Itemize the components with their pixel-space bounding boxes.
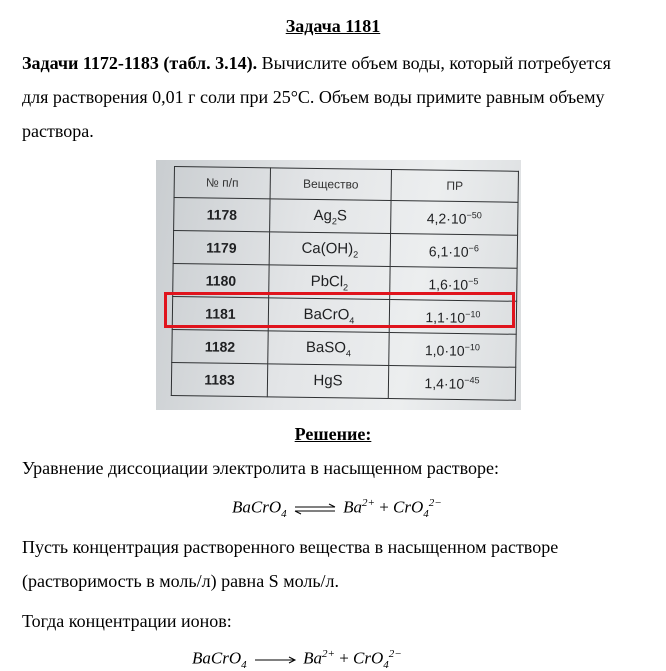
problem-statement — [22, 46, 660, 148]
right-arrow-icon — [253, 654, 297, 666]
problem-line3: раствора. — [22, 121, 94, 141]
problem-line1-rest: Вычислите объем воды, который потребуется — [257, 53, 611, 73]
equilibrium-arrow-icon — [293, 503, 337, 515]
let-statement — [22, 530, 660, 598]
dissociation-equation-2: BaCrO$_4$ $Ba^{2+} + CrO_4^{2-}$ — [192, 648, 402, 671]
header-number: № п/п — [174, 167, 270, 199]
let-line2: (растворимость в моль/л) равна S моль/л. — [22, 571, 340, 591]
table-row-highlighted: 1181 BaCrO$_4$ $1,1\cdot 10^{-10}$ — [172, 296, 516, 334]
task-title: Задача 1181 — [285, 16, 381, 36]
header-substance: Вещество — [270, 168, 391, 201]
let-line1: Пусть концентрация растворенного вещества в насыщенном растворе — [22, 537, 559, 557]
highlight-box — [164, 292, 515, 328]
table-photo — [156, 160, 521, 410]
table-row: 1179 $Ca(OH)_2$ $6,1\cdot 10^{-6}$ — [173, 231, 517, 269]
table-row: 1182 BaSO$_4$ $1,0\cdot 10^{-10}$ — [172, 329, 516, 367]
then-text: Тогда концентрации ионов: — [22, 611, 232, 631]
dissociation-equation: BaCrO$_4$ $Ba^{2+} + CrO_4^{2-}$ — [232, 497, 442, 521]
header-pr: ПР — [391, 170, 518, 203]
dissociation-text: Уравнение диссоциации электролита в насыщенном растворе: — [22, 458, 499, 478]
table-row: 1183 HgS $1,4\cdot 10^{-45}$ — [171, 362, 515, 400]
table-row: 1180 PbCl$_2$ $1,6\cdot 10^{-5}$ — [173, 263, 517, 301]
table-header-row — [174, 167, 518, 203]
problem-line2: для растворения 0,01 г соли при 25°С. Объем воды примите равным объему — [22, 87, 605, 107]
solubility-product-table — [171, 166, 519, 401]
solution-title: Решение: — [294, 424, 372, 444]
table-row: 1178 $Ag_2S$ $4,2\cdot 10^{-50}$ — [174, 198, 518, 236]
problem-bold-prefix: Задачи 1172-1183 (табл. 3.14). — [22, 53, 258, 73]
